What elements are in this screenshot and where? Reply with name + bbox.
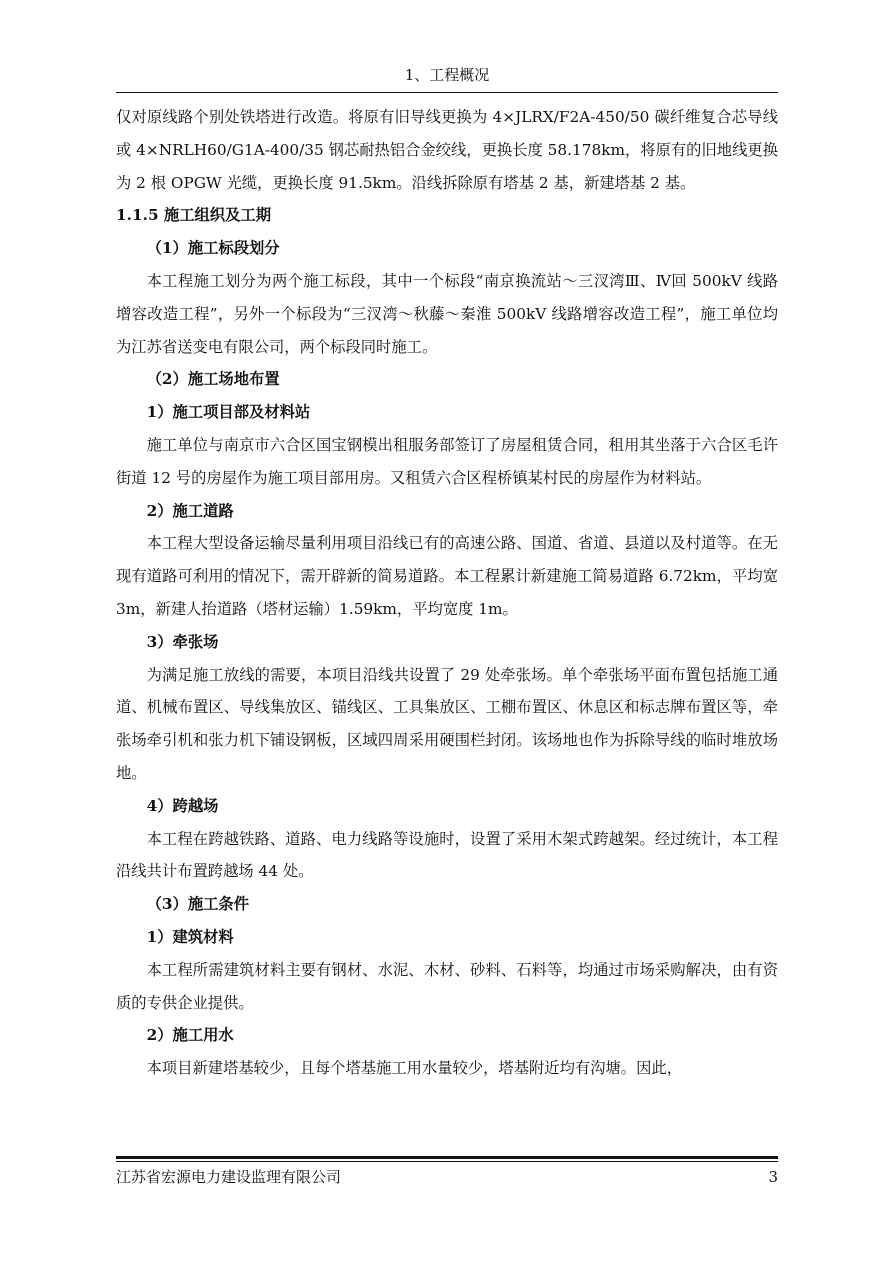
subsection-heading: 1）建筑材料 (146, 927, 234, 946)
paragraph: 仅对原线路个别处铁塔进行改造。将原有旧导线更换为 4×JLRX/F2A-450/50 碳纤维复合芯导线或 4×NRLH60/G1A-400/35 钢芯耐热铝合金绞线，更换长度 58.178km，将原有的旧地线更换为 2 根 OPGW 光缆，更换长度 91.5km。沿线拆除原有塔基 2 基，新建塔基 2 基。 (116, 108, 778, 192)
subsection-heading: 3）牵张场 (146, 632, 219, 651)
footer-rule-thin (116, 1161, 778, 1162)
paragraph: 本工程所需建筑材料主要有钢材、水泥、木材、砂料、石料等，均通过市场采购解决，由有资质的专供企业提供。 (116, 960, 778, 1012)
header-rule (116, 92, 778, 93)
paragraph: 本项目新建塔基较少，且每个塔基施工用水量较少，塔基附近均有沟塘。因此， (146, 1059, 682, 1078)
paragraph: 本工程在跨越铁路、道路、电力线路等设施时，设置了采用木架式跨越架。经过统计，本工程沿线共计布置跨越场 44 处。 (116, 829, 778, 881)
subsection-heading: 1）施工项目部及材料站 (146, 403, 311, 422)
paragraph: 为满足施工放线的需要，本项目沿线共设置了 29 处牵张场。单个牵张场平面布置包括施工通道、机械布置区、导线集放区、锚线区、工具集放区、工棚布置区、休息区和标志牌布置区等，牵张场牵引机和张力机下铺设钢板，区域四周采用硬围栏封闭。该场地也作为拆除导线的临时堆放场地。 (116, 665, 778, 782)
footer-rule-thick (116, 1156, 778, 1159)
subsection-heading: （3）施工条件 (146, 895, 250, 914)
subsection-heading: （2）施工场地布置 (146, 370, 280, 389)
paragraph: 本工程大型设备运输尽量利用项目沿线已有的高速公路、国道、省道、县道以及村道等。在无现有道路可利用的情况下，需开辟新的简易道路。本工程累计新建施工简易道路 6.72km，平均宽 3m，新建人抬道路（塔材运输）1.59km，平均宽度 1m。 (116, 534, 778, 618)
paragraph: 施工单位与南京市六合区国宝钢模出租服务部签订了房屋租赁合同，租用其坐落于六合区毛许街道 12 号的房屋作为施工项目部用房。又租赁六合区程桥镇某村民的房屋作为材料站。 (116, 435, 778, 487)
section-heading: 1.1.5 施工组织及工期 (116, 206, 271, 225)
body-content (116, 101, 778, 1085)
subsection-heading: （1）施工标段划分 (146, 239, 280, 258)
subsection-heading: 2）施工用水 (146, 1026, 234, 1045)
page-header-title: 1、工程概况 (404, 66, 490, 84)
footer-page-number: 3 (768, 1168, 778, 1186)
footer-company: 江苏省宏源电力建设监理有限公司 (116, 1168, 342, 1186)
subsection-heading: 4）跨越场 (146, 796, 219, 815)
paragraph: 本工程施工划分为两个施工标段，其中一个标段“南京换流站～三汊湾Ⅲ、Ⅳ回 500kV 线路增容改造工程”，另外一个标段为“三汊湾～秋藤～秦淮 500kV 线路增容改造工程”，施工单位均为江苏省送变电有限公司，两个标段同时施工。 (116, 271, 778, 356)
subsection-heading: 2）施工道路 (146, 501, 234, 520)
